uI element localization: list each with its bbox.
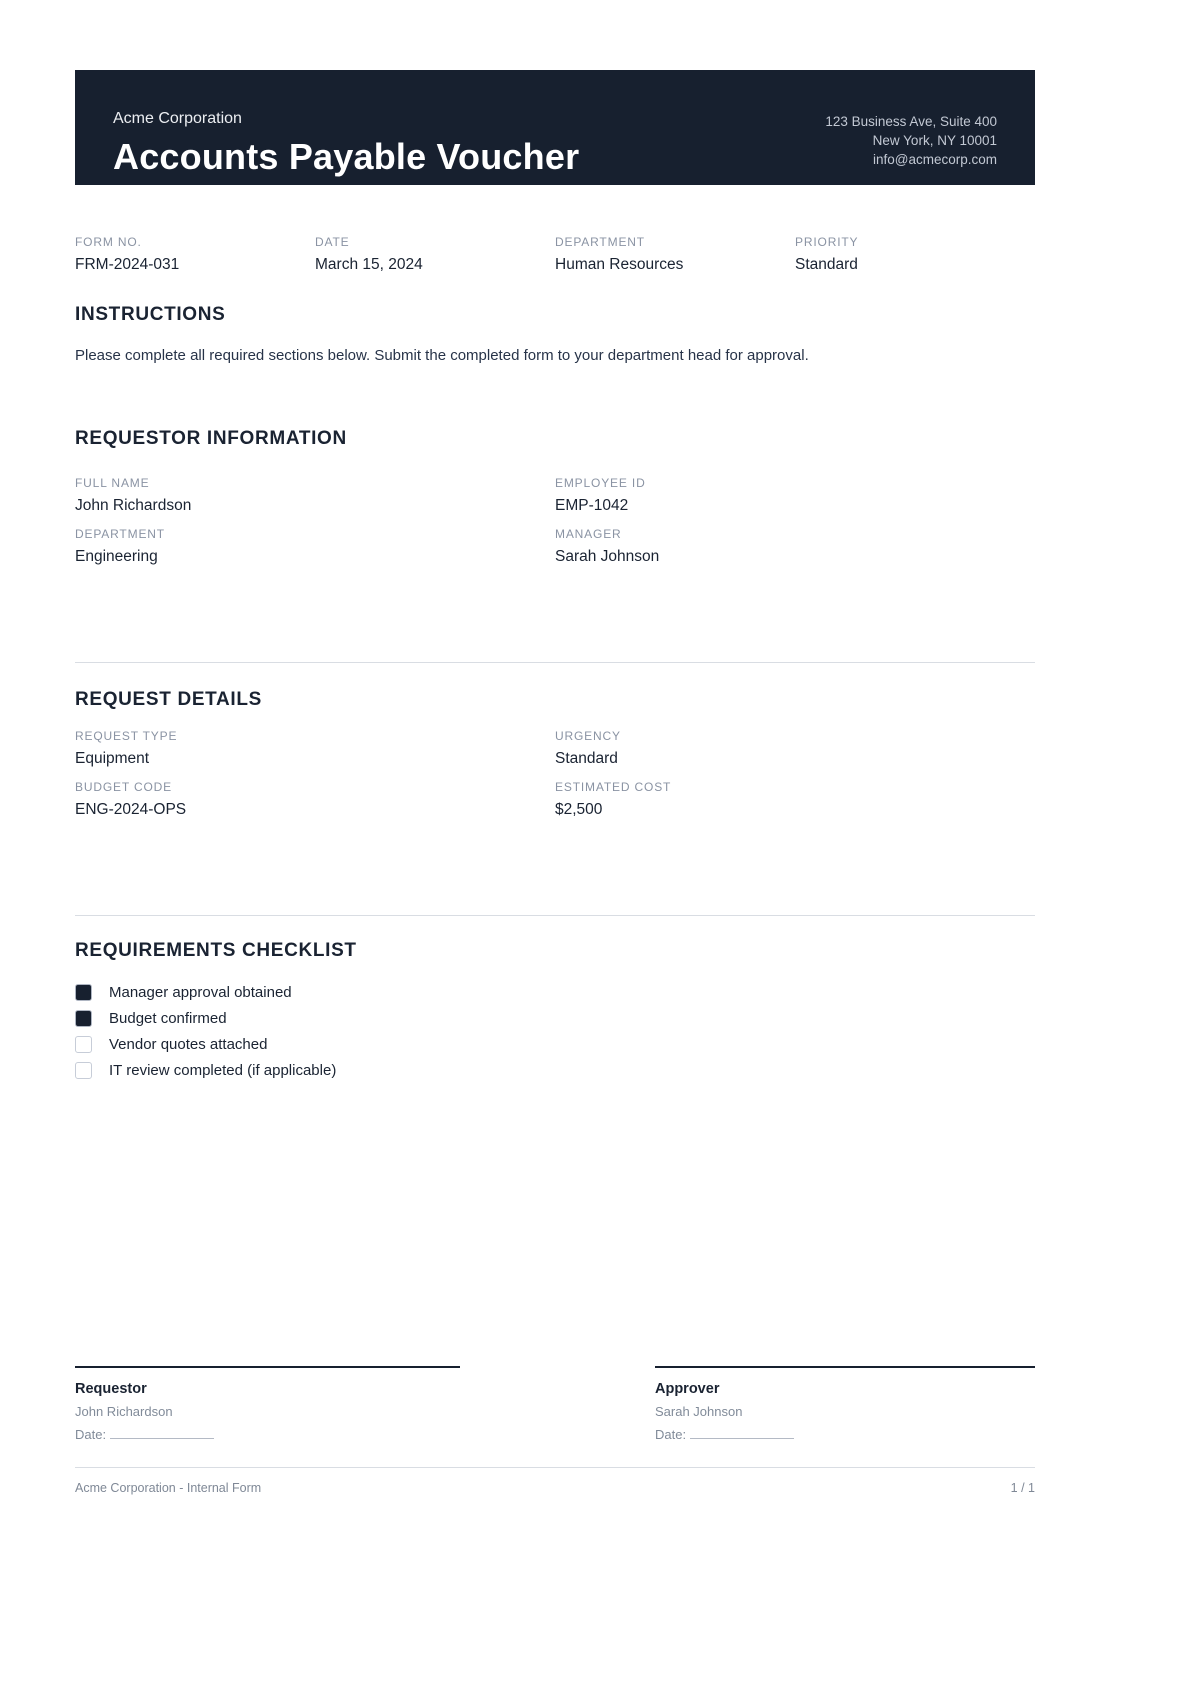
requestor-information-fields — [75, 476, 1035, 566]
manager-label: MANAGER — [555, 527, 622, 541]
department-value: Human Resources — [555, 256, 684, 273]
estimated-cost-value: $2,500 — [555, 801, 603, 818]
department-field — [555, 235, 795, 274]
date-blank-field[interactable] — [110, 1427, 214, 1439]
section-divider — [75, 662, 1035, 663]
budget-code-label: BUDGET CODE — [75, 780, 173, 794]
requestor-signature-role: Requestor — [75, 1381, 147, 1397]
requestor-signature-date — [75, 1427, 460, 1442]
page-number: 1 / 1 — [1010, 1481, 1035, 1495]
request-details-fields — [75, 729, 1035, 819]
form-no-field — [75, 235, 315, 274]
signature-block — [75, 1366, 1035, 1442]
checkbox-it-review[interactable] — [75, 1062, 92, 1079]
checklist-item-label: IT review completed (if applicable) — [109, 1061, 337, 1079]
date-label: Date: — [75, 1427, 107, 1442]
requirements-checklist-heading: REQUIREMENTS CHECKLIST — [75, 940, 357, 961]
company-name: Acme Corporation — [113, 110, 242, 127]
urgency-value: Standard — [555, 750, 618, 767]
checklist-item — [75, 1057, 1035, 1083]
checkbox-budget-confirmed[interactable] — [75, 1010, 92, 1027]
checklist-item — [75, 1031, 1035, 1057]
full-name-label: FULL NAME — [75, 476, 150, 490]
checklist-item-label: Budget confirmed — [109, 1009, 227, 1027]
address-line-3: info@acmecorp.com — [873, 152, 997, 168]
company-address — [825, 110, 997, 185]
form-no-value: FRM-2024-031 — [75, 256, 180, 273]
document-header — [75, 70, 1035, 185]
budget-code-value: ENG-2024-OPS — [75, 801, 187, 818]
priority-label: PRIORITY — [795, 235, 859, 249]
address-line-1: 123 Business Ave, Suite 400 — [825, 114, 997, 129]
checkbox-vendor-quotes[interactable] — [75, 1036, 92, 1053]
requestor-signature-name: John Richardson — [75, 1404, 173, 1419]
requirements-checklist — [75, 979, 1035, 1083]
requestor-department-value: Engineering — [75, 548, 158, 565]
header-left — [113, 110, 579, 185]
signature-line — [75, 1366, 460, 1368]
full-name-value: John Richardson — [75, 497, 192, 514]
request-type-field — [75, 729, 555, 768]
address-line-2: New York, NY 10001 — [872, 133, 997, 149]
employee-id-value: EMP-1042 — [555, 497, 629, 514]
employee-id-field — [555, 476, 1035, 515]
request-type-label: REQUEST TYPE — [75, 729, 178, 743]
document-title: Accounts Payable Voucher — [113, 136, 580, 177]
footer-left-text: Acme Corporation - Internal Form — [75, 1481, 262, 1495]
priority-field — [795, 235, 1035, 274]
requestor-department-field — [75, 527, 555, 566]
meta-fields-row — [75, 235, 1035, 274]
department-label: DEPARTMENT — [555, 235, 645, 249]
budget-code-field — [75, 780, 555, 819]
requestor-department-label: DEPARTMENT — [75, 527, 165, 541]
checkbox-manager-approval[interactable] — [75, 984, 92, 1001]
section-divider — [75, 915, 1035, 916]
approver-signature-name: Sarah Johnson — [655, 1404, 743, 1419]
date-label: Date: — [655, 1427, 687, 1442]
signature-line — [655, 1366, 1035, 1368]
instructions-heading: INSTRUCTIONS — [75, 304, 226, 325]
employee-id-label: EMPLOYEE ID — [555, 476, 646, 490]
date-field — [315, 235, 555, 274]
checklist-item-label: Manager approval obtained — [109, 983, 292, 1001]
full-name-field — [75, 476, 555, 515]
date-blank-field[interactable] — [690, 1427, 794, 1439]
urgency-label: URGENCY — [555, 729, 621, 743]
document-footer — [75, 1467, 1035, 1495]
request-details-heading: REQUEST DETAILS — [75, 689, 262, 710]
checklist-item — [75, 1005, 1035, 1031]
estimated-cost-label: ESTIMATED COST — [555, 780, 672, 794]
checklist-item-label: Vendor quotes attached — [109, 1035, 268, 1053]
manager-field — [555, 527, 1035, 566]
approver-signature-date — [655, 1427, 1035, 1442]
requestor-signature — [75, 1366, 460, 1442]
requestor-information-heading: REQUESTOR INFORMATION — [75, 428, 347, 449]
instructions-body: Please complete all required sections below. Submit the completed form to your department head for approval. — [75, 347, 809, 364]
checklist-item — [75, 979, 1035, 1005]
estimated-cost-field — [555, 780, 1035, 819]
approver-signature — [655, 1366, 1035, 1442]
date-value: March 15, 2024 — [315, 256, 423, 273]
form-no-label: FORM NO. — [75, 235, 142, 249]
approver-signature-role: Approver — [655, 1381, 720, 1397]
manager-value: Sarah Johnson — [555, 548, 660, 565]
date-label: DATE — [315, 235, 350, 249]
urgency-field — [555, 729, 1035, 768]
priority-value: Standard — [795, 256, 858, 273]
request-type-value: Equipment — [75, 750, 150, 767]
